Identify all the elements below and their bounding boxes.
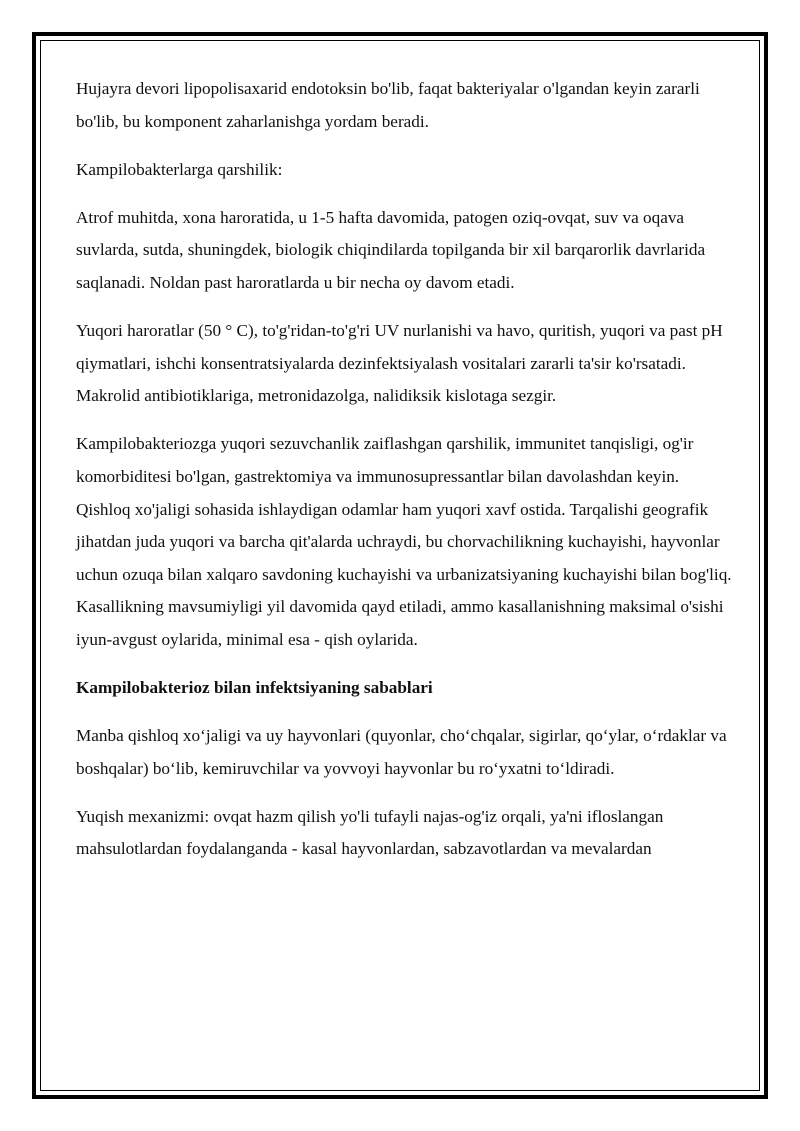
paragraph-high-temperature: Yuqori haroratlar (50 ° C), to'g'ridan-to'g'ri UV nurlanishi va havo, quritish, yuqori va past pH qiymatlari, ishchi konsentratsiyalarda dezinfektsiyalash vositalari zararli ta'sir ko'rsatadi. Makrolid antibiotiklariga, metronidazolga, nalidiksik kislotaga sezgir.: [76, 321, 723, 406]
section-heading-causes: Kampilobakterioz bilan infektsiyaning sabablari: [76, 678, 433, 697]
paragraph-susceptibility: Kampilobakteriozga yuqori sezuvchanlik zaiflashgan qarshilik, immunitet tanqisligi, og'ir komorbiditesi bo'lgan, gastrektomiya va immunosupressantlar bilan davolashdan keyin. Qishloq xo'jaligi sohasida ishlaydigan odamlar ham yuqori xavf ostida. Tarqalishi geografik jihatdan juda yuqori va barcha qit'alarda uchraydi, bu chorvachilikning kuchayishi, hayvonlar uchun ozuqa bilan xalqaro savdoning kuchayishi va urbanizatsiyaning kuchayishi bilan bog'liq. Kasallikning mavsumiyligi yil davomida qayd etiladi, ammo kasallanishning maksimal o'sishi iyun-avgust oylarida, minimal esa - qish oylarida.: [76, 434, 732, 649]
paragraph-cell-wall: Hujayra devori lipopolisaxarid endotoksin bo'lib, faqat bakteriyalar o'lgandan keyin zararli bo'lib, bu komponent zaharlanishga yordam beradi.: [76, 79, 700, 131]
paragraph-resistance-intro: Kampilobakterlarga qarshilik:: [76, 159, 283, 179]
paragraph-transmission: Yuqish mexanizmi: ovqat hazm qilish yo'li tufayli najas-og'iz orqali, ya'ni ifloslangan mahsulotlardan foydalanganda - kasal hayvonlardan, sabzavotlardan va mevalardan: [76, 806, 664, 859]
paragraph-source: Manba qishloq xoʻjaligi va uy hayvonlari (quyonlar, choʻchqalar, sigirlar, qoʻylar, oʻrdaklar va boshqalar) boʻlib, kemiruvchilar va yovvoyi hayvonlar bu roʻyxatni toʻldiradi.: [76, 726, 727, 778]
document-body: [76, 73, 732, 881]
paragraph-environment: Atrof muhitda, xona haroratida, u 1-5 hafta davomida, patogen oziq-ovqat, suv va oqava suvlarda, sutda, shuningdek, biologik chiqindilarda topilganda bir xil barqarorlik davrlarida saqlanadi. Noldan past haroratlarda u bir necha oy davom etadi.: [76, 207, 706, 292]
